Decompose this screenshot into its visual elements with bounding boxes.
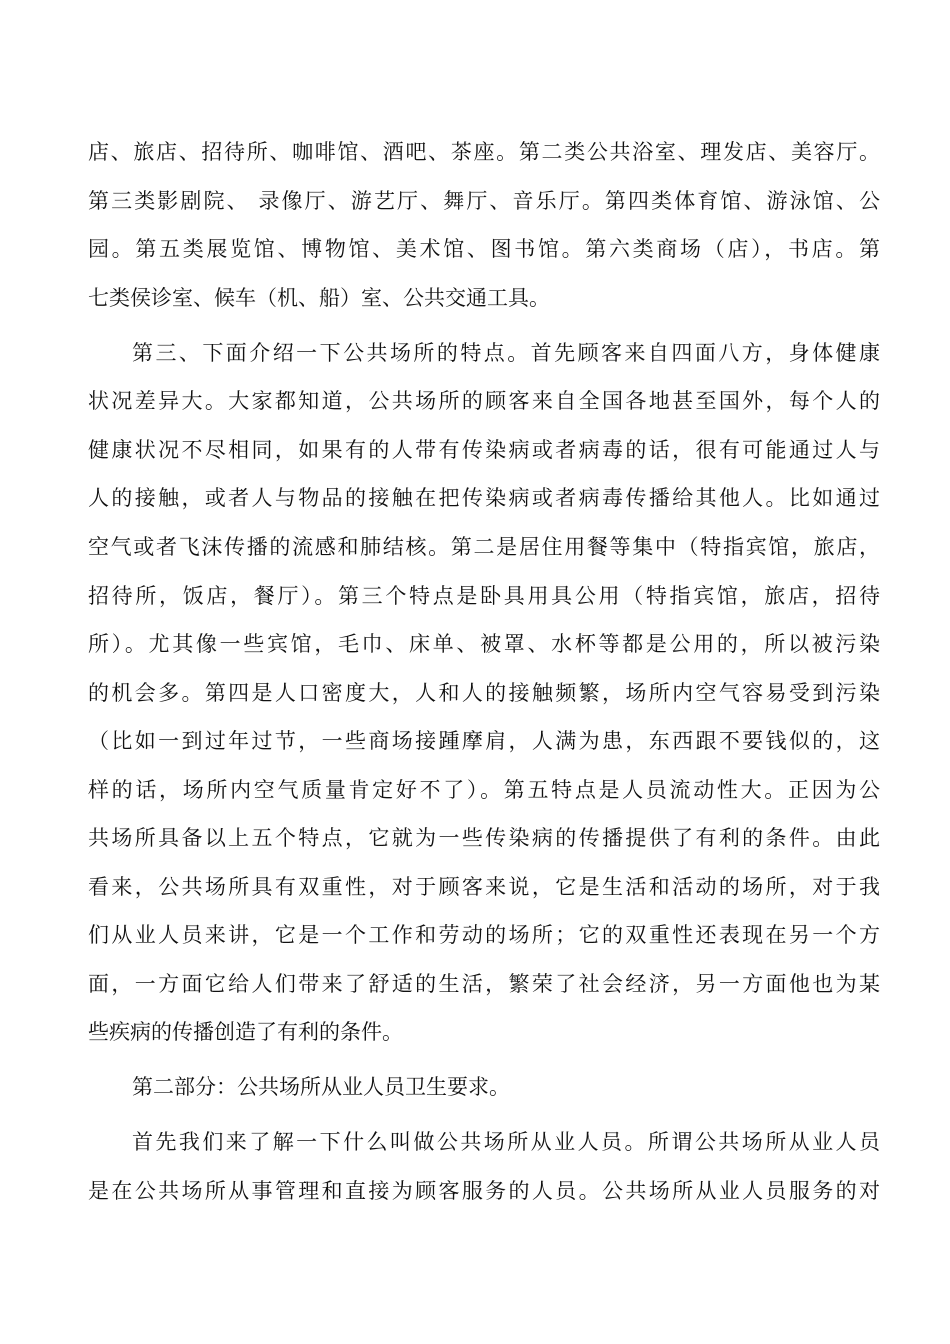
text-line: 空气或者飞沫传播的流感和肺结核。第二是居住用餐等集中（特指宾馆，旅店， (88, 535, 880, 559)
text-line: 们从业人员来讲，它是一个工作和劳动的场所；它的双重性还表现在另一个方 (88, 923, 880, 947)
text-line: 招待所，饭店，餐厅）。第三个特点是卧具用具公用（特指宾馆，旅店，招待 (88, 584, 880, 608)
section-heading: 第二部分：公共场所从业人员卫生要求。 (132, 1075, 510, 1099)
text-line: 是在公共场所从事管理和直接为顾客服务的人员。公共场所从业人员服务的对 (88, 1179, 880, 1203)
text-line: 共场所具备以上五个特点，它就为一些传染病的传播提供了有利的条件。由此 (88, 826, 880, 850)
text-line: 样的话，场所内空气质量肯定好不了）。第五特点是人员流动性大。正因为公 (88, 778, 880, 802)
text-line: 七类侯诊室、候车（机、船）室、公共交通工具。 (88, 286, 550, 310)
text-line: 看来，公共场所具有双重性，对于顾客来说，它是生活和活动的场所，对于我 (88, 875, 880, 899)
text-line: 人的接触，或者人与物品的接触在把传染病或者病毒传播给其他人。比如通过 (88, 486, 880, 510)
paragraph-first-line: 第三、下面介绍一下公共场所的特点。首先顾客来自四面八方，身体健康 (132, 341, 880, 365)
text-line: （比如一到过年过节，一些商场接踵摩肩，人满为患，东西跟不要钱似的，这 (88, 729, 880, 753)
text-line: 店、旅店、招待所、咖啡馆、酒吧、茶座。第二类公共浴室、理发店、美容厅。 (88, 140, 880, 164)
text-line: 些疾病的传播创造了有利的条件。 (88, 1020, 403, 1044)
text-line: 健康状况不尽相同，如果有的人带有传染病或者病毒的话，很有可能通过人与 (88, 438, 880, 462)
paragraph-first-line: 首先我们来了解一下什么叫做公共场所从业人员。所谓公共场所从业人员 (132, 1130, 880, 1154)
text-line: 园。第五类展览馆、博物馆、美术馆、图书馆。第六类商场（店），书店。第 (88, 237, 880, 261)
text-line: 第三类影剧院、 录像厅、游艺厅、舞厅、音乐厅。第四类体育馆、游泳馆、公 (88, 189, 880, 213)
text-line: 所）。尤其像一些宾馆，毛巾、床单、被罩、水杯等都是公用的，所以被污染 (88, 632, 880, 656)
text-line: 的机会多。第四是人口密度大，人和人的接触频繁，场所内空气容易受到污染 (88, 681, 880, 705)
text-line: 状况差异大。大家都知道，公共场所的顾客来自全国各地甚至国外，每个人的 (88, 389, 880, 413)
text-line: 面，一方面它给人们带来了舒适的生活，繁荣了社会经济，另一方面他也为某 (88, 972, 880, 996)
